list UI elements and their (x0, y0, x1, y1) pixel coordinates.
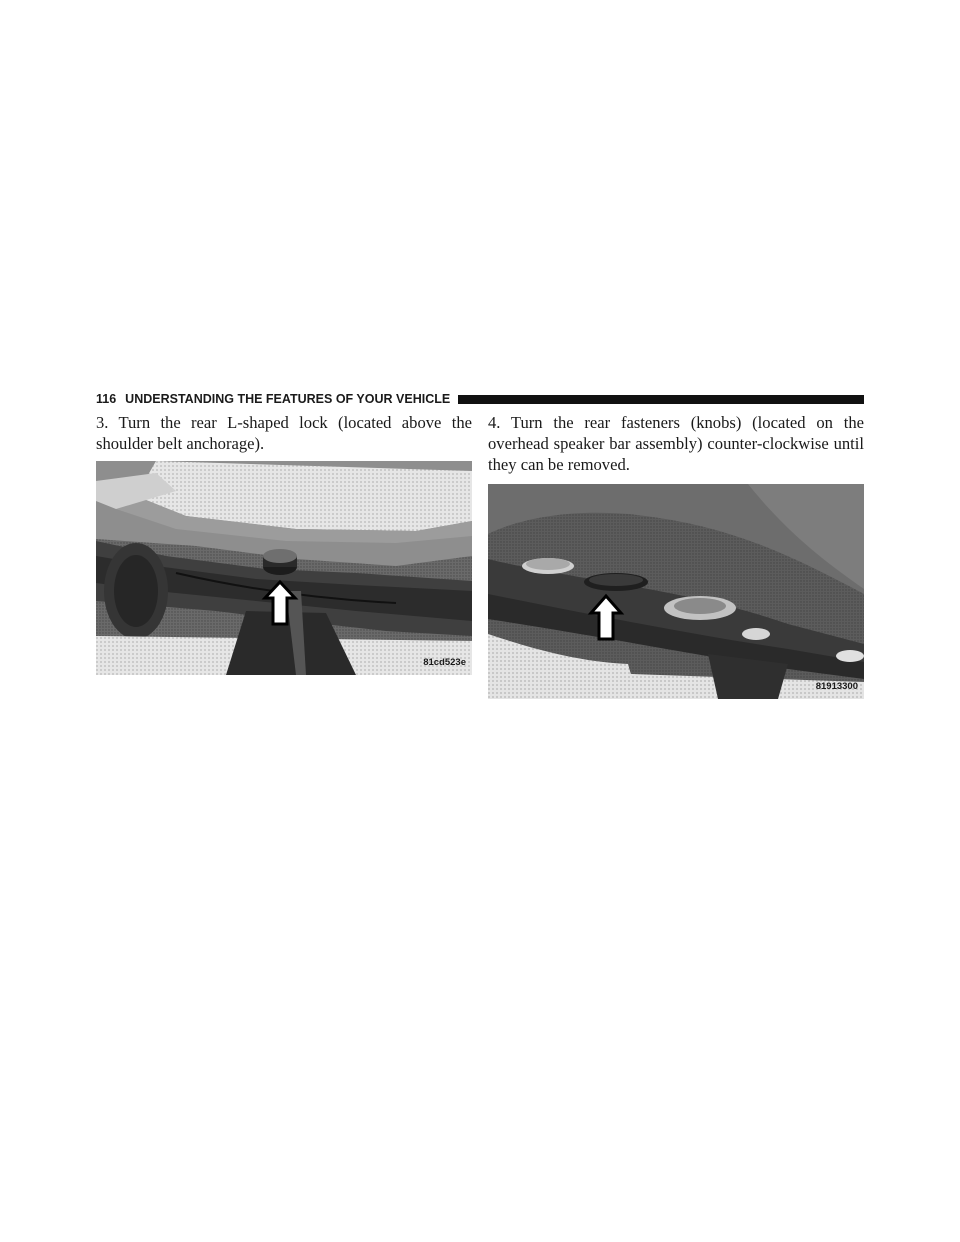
page-number: 116 (96, 392, 117, 406)
header-rule (458, 395, 864, 404)
step-4-figure (488, 484, 864, 699)
step-4-column (488, 412, 864, 699)
l-shaped-lock-illustration (96, 461, 472, 675)
section-title: UNDERSTANDING THE FEATURES OF YOUR VEHICLE (125, 392, 451, 406)
page-header (96, 391, 864, 407)
step-4-text: 4. Turn the rear fasteners (knobs) (located on the overhead speaker bar assembly) counter-clockwise until they can be removed. (488, 413, 864, 474)
speaker-bar-fastener-illustration (488, 484, 864, 699)
step-3-text: 3. Turn the rear L-shaped lock (located above the shoulder belt anchorage). (96, 413, 472, 453)
figure-code: 81cd523e (423, 657, 466, 668)
figure-code: 81913300 (815, 681, 858, 692)
step-3-figure (96, 461, 472, 675)
step-3-column (96, 412, 472, 675)
